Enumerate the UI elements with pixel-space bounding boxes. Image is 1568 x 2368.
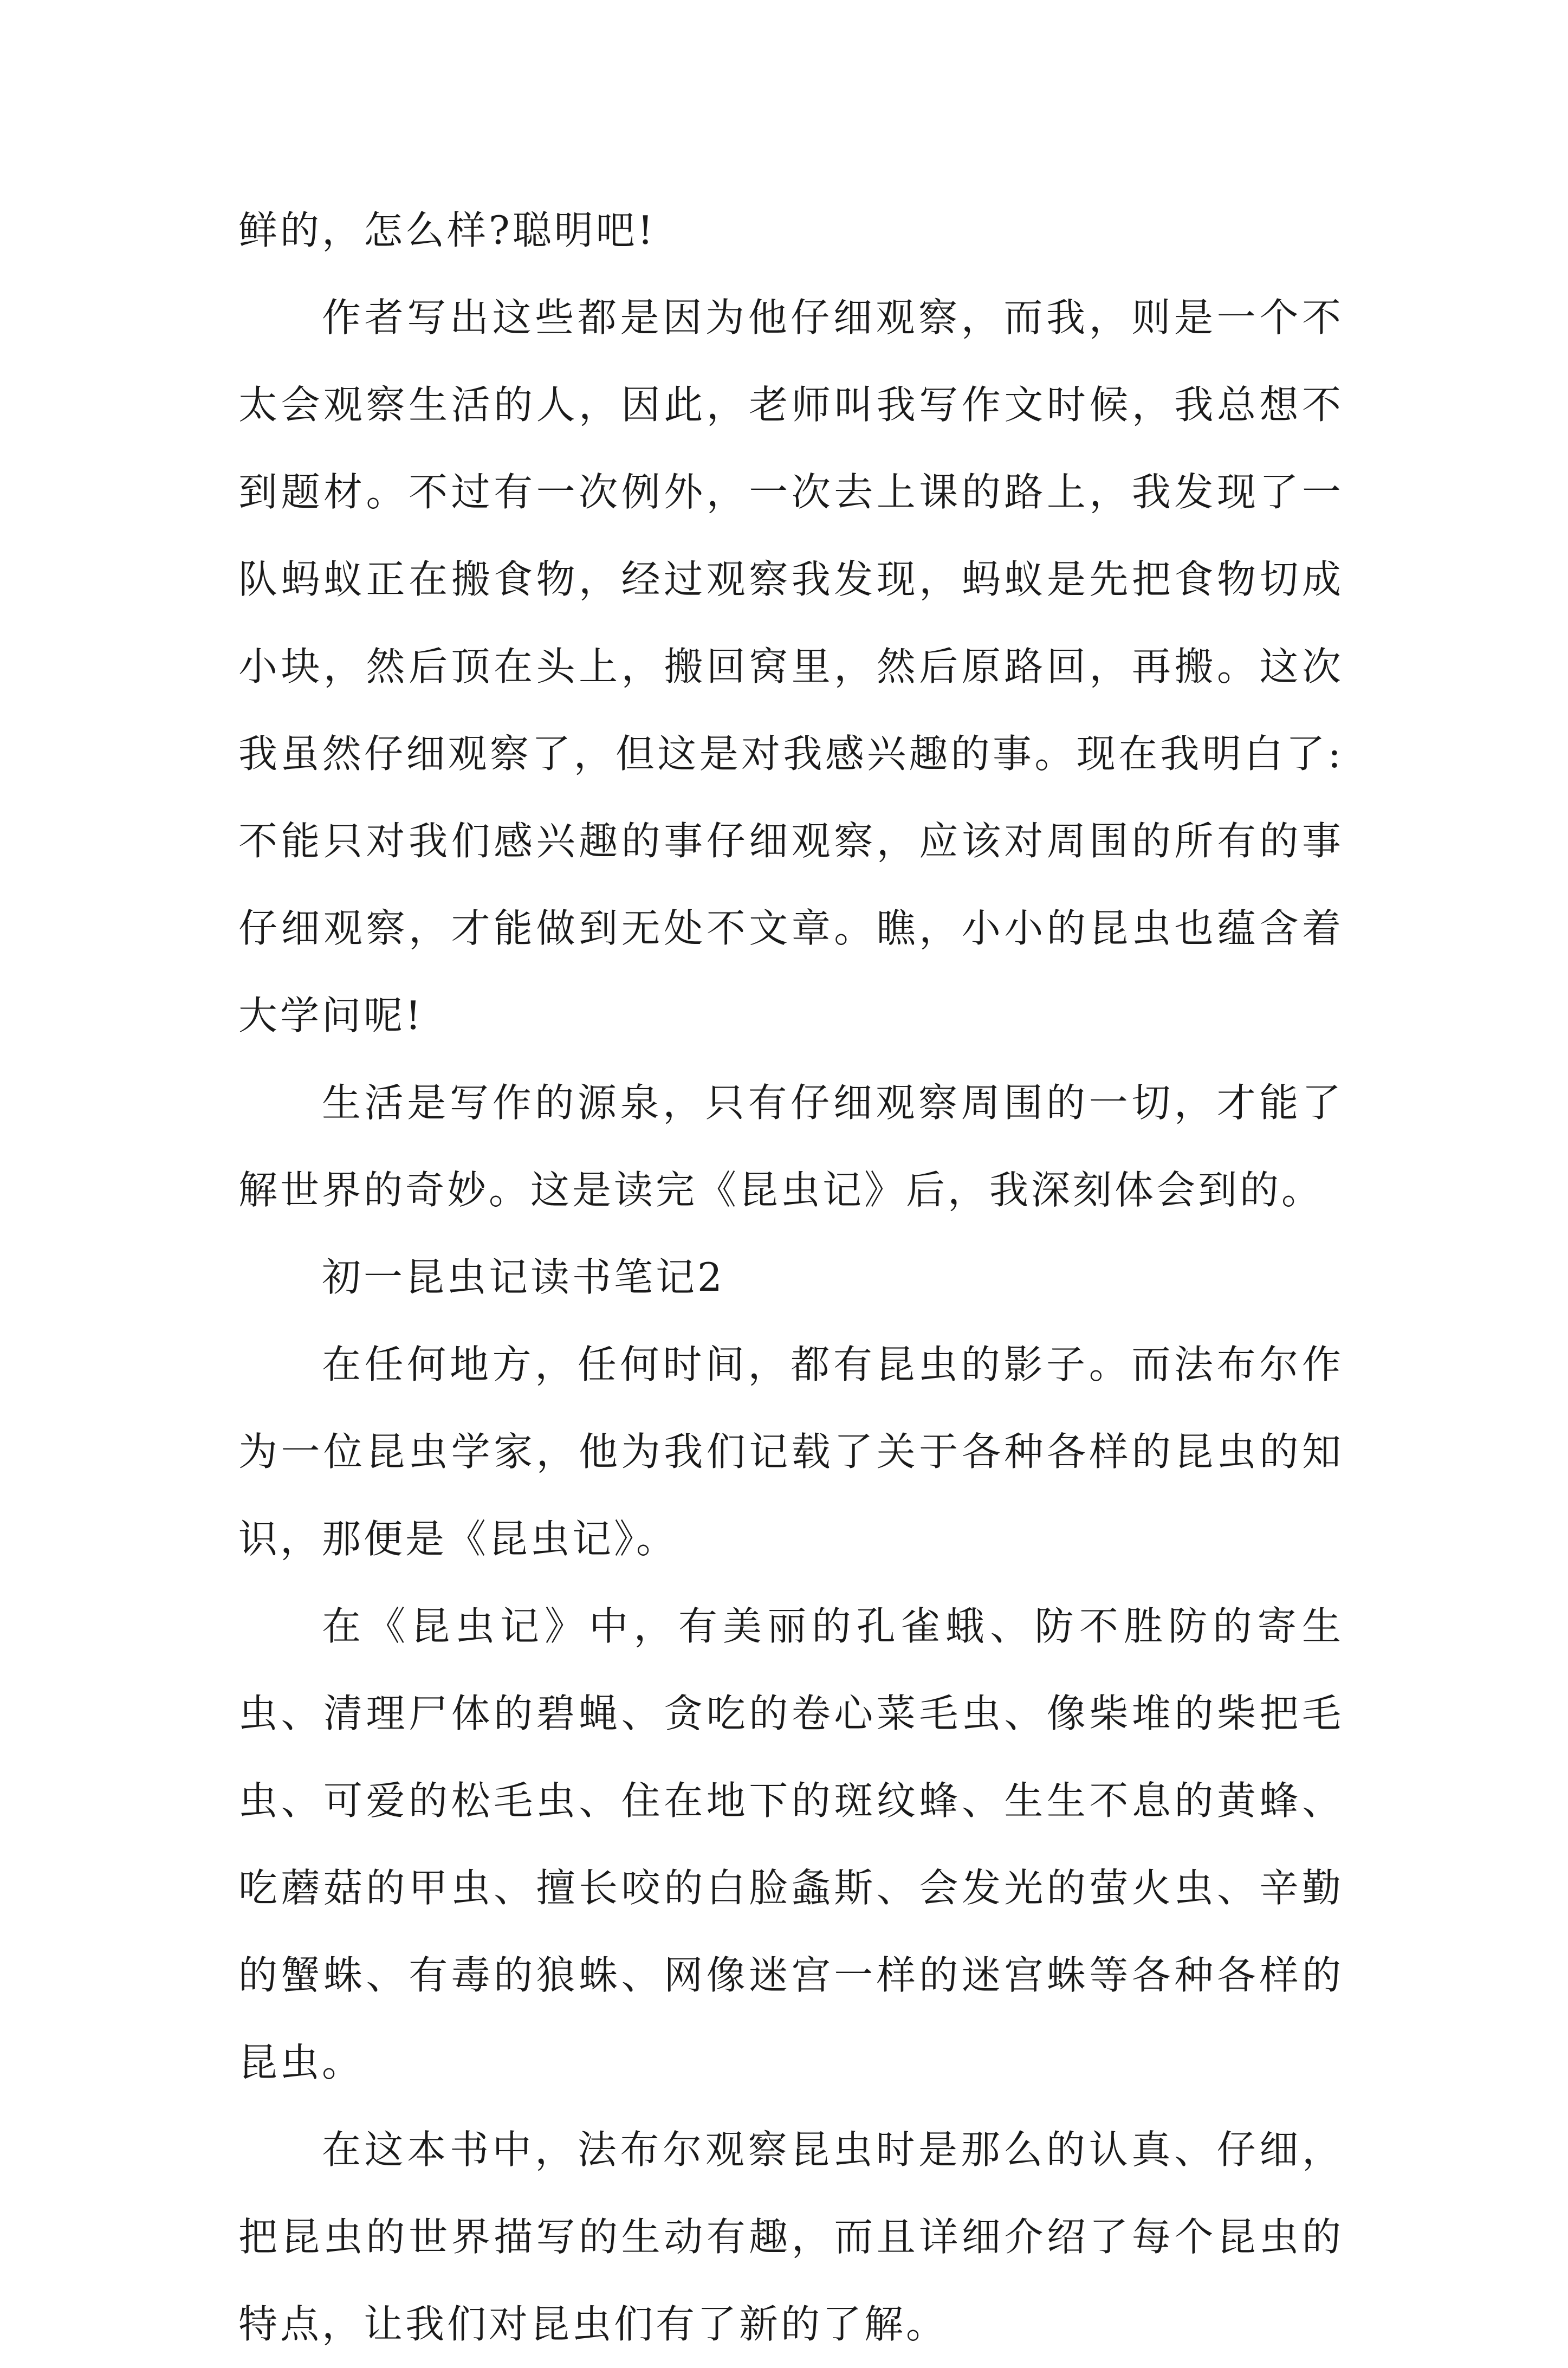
paragraph-7: 在这本书中，法布尔观察昆虫时是那么的认真、仔细，把昆虫的世界描写的生动有趣，而且详细介绍了每个昆虫的特点，让我们对昆虫们有了新的了解。 (238, 2127, 1344, 2347)
paragraph-1: 鲜的，怎么样?聪明吧! (238, 208, 656, 253)
paragraph-2: 作者写出这些都是因为他仔细观察，而我，则是一个不太会观察生活的人，因此，老师叫我写作文时候，我总想不到题材。不过有一次例外，一次去上课的路上，我发现了一队蚂蚁正在搬食物，经过观察我发现，蚂蚁是先把食物切成小块，然后顶在头上，搬回窝里，然后原路回，再搬。这次我虽然仔细观察了，但这是对我感兴趣的事。现在我明白了:不能只对我们感兴趣的事仔细观察，应该对周围的所有的事仔细观察，才能做到无处不文章。瞧，小小的昆虫也蕴含着大学问呢! (238, 295, 1344, 1038)
paragraph-5: 在任何地方，任何时间，都有昆虫的影子。而法布尔作为一位昆虫学家，他为我们记载了关于各种各样的昆虫的知识，那便是《昆虫记》。 (238, 1342, 1344, 1562)
paragraph-6: 在《昆虫记》中，有美丽的孔雀蛾、防不胜防的寄生虫、清理尸体的碧蝇、贪吃的卷心菜毛虫、像柴堆的柴把毛虫、可爱的松毛虫、住在地下的斑纹蜂、生生不息的黄蜂、吃蘑菇的甲虫、擅长咬的白脸螽斯、会发光的萤火虫、辛勤的蟹蛛、有毒的狼蛛、网像迷宫一样的迷宫蛛等各种各样的昆虫。 (238, 1603, 1344, 2085)
paragraph-3: 生活是写作的源泉，只有仔细观察周围的一切，才能了解世界的奇妙。这是读完《昆虫记》后，我深刻体会到的。 (238, 1080, 1344, 1213)
document-body (238, 187, 1344, 2368)
section-heading: 初一昆虫记读书笔记2 (322, 1254, 725, 1300)
